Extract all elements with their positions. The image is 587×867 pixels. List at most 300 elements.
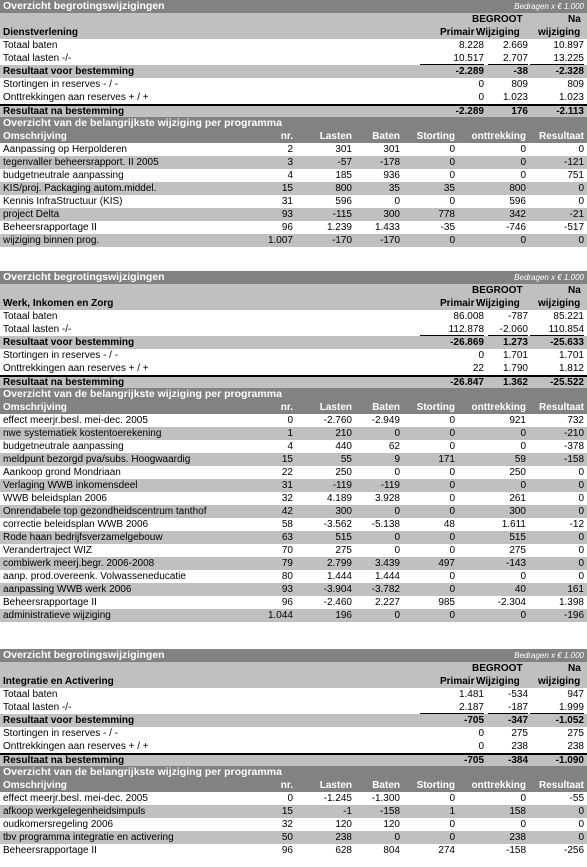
col-lasten: Lasten: [319, 780, 352, 791]
summary-row: [0, 104, 587, 117]
col-header-begroot: BEGROOT: [472, 14, 523, 25]
program-resultaat: 0: [578, 493, 584, 504]
program-lasten: 4.189: [326, 493, 352, 504]
summary-value-primair: 0: [478, 741, 484, 752]
summary-row-label: Totaal lasten -/-: [3, 53, 72, 64]
budget-section: [0, 649, 587, 857]
program-storting: 35: [443, 183, 455, 194]
summary-row: [0, 753, 587, 766]
program-resultaat: 0: [578, 545, 584, 556]
program-lasten: 275: [335, 545, 352, 556]
summary-value-wijziging: -384: [507, 755, 528, 766]
col-header-wijziging: Wijziging: [476, 27, 520, 38]
program-lasten: 515: [335, 532, 352, 543]
col-header-begroot: BEGROOT: [472, 285, 523, 296]
program-row: [0, 544, 587, 557]
col-onttrekking: onttrekking: [471, 402, 526, 413]
summary-row: [0, 701, 587, 714]
summary-row-label: Resultaat na bestemming: [3, 377, 125, 388]
program-storting: 0: [449, 467, 455, 478]
col-resultaat: Resultaat: [538, 780, 584, 791]
program-desc: aanpassing WWB werk 2006: [3, 584, 132, 595]
summary-row-label: Resultaat voor bestemming: [3, 337, 135, 348]
summary-value-wijziging: 1.790: [502, 363, 528, 374]
program-nr: 32: [281, 493, 293, 504]
program-lasten: 596: [335, 196, 352, 207]
summary-value-primair: 86.008: [453, 311, 484, 322]
amount-unit-note: Bedragen x € 1.000: [514, 651, 584, 660]
program-desc: budgetneutrale aanpassing: [3, 170, 124, 181]
program-resultaat: 0: [578, 806, 584, 817]
program-row: [0, 156, 587, 169]
program-nr: 96: [281, 597, 293, 608]
program-desc: wijziging binnen prog.: [3, 235, 100, 246]
summary-value-primair: -26.869: [450, 337, 484, 348]
program-desc: Aankoop grond Mondriaan: [3, 467, 121, 478]
summary-value-na-wijziging: 110.854: [530, 323, 584, 336]
program-row: [0, 466, 587, 479]
program-row: [0, 557, 587, 570]
program-resultaat: -517: [563, 222, 584, 233]
program-nr: 31: [281, 196, 293, 207]
program-nr: 1.044: [267, 610, 293, 621]
summary-value-na-wijziging: -1.052: [555, 715, 584, 726]
summary-row: [0, 336, 587, 349]
summary-value-na-wijziging: 1.023: [558, 92, 584, 103]
program-nr: 63: [281, 532, 293, 543]
col-lasten: Lasten: [319, 131, 352, 142]
program-onttrekking: 0: [520, 170, 526, 181]
summary-row: [0, 78, 587, 91]
program-storting: 0: [449, 235, 455, 246]
summary-value-primair: -26.847: [450, 377, 484, 388]
program-column-header: [0, 401, 587, 414]
program-storting: 274: [438, 845, 455, 856]
program-lasten: -1: [343, 806, 352, 817]
program-resultaat: -158: [563, 454, 584, 465]
summary-header: [0, 284, 587, 310]
program-onttrekking: 0: [520, 235, 526, 246]
summary-value-na-wijziging: 1.701: [558, 350, 584, 361]
program-lasten: 1.444: [326, 571, 352, 582]
program-row: [0, 453, 587, 466]
program-lasten: -3.904: [323, 584, 352, 595]
program-row: [0, 805, 587, 818]
program-desc: KIS/proj. Packaging autom.middel.: [3, 183, 157, 194]
program-desc: meldpunt bezorgd pva/subs. Hoogwaardig: [3, 454, 191, 465]
program-storting: 0: [449, 144, 455, 155]
program-nr: 31: [281, 480, 293, 491]
section-title-bar: [0, 649, 587, 662]
col-header-na-wijziging: wijziging: [538, 27, 581, 38]
program-desc: budgetneutrale aanpassing: [3, 441, 124, 452]
summary-row: [0, 714, 587, 727]
program-lasten: 238: [335, 832, 352, 843]
section-title: Overzicht begrotingswijzigingen: [3, 0, 165, 12]
program-resultaat: 0: [578, 467, 584, 478]
summary-value-wijziging: -187: [488, 701, 528, 714]
program-onttrekking: -158: [505, 845, 526, 856]
summary-row-label: Resultaat voor bestemming: [3, 715, 135, 726]
program-desc: correctie beleidsplan WWB 2006: [3, 519, 149, 530]
program-resultaat: 161: [567, 584, 584, 595]
summary-row: [0, 375, 587, 388]
program-baten: 62: [388, 441, 400, 452]
summary-value-primair: -2.289: [455, 66, 484, 77]
program-storting: 0: [449, 493, 455, 504]
program-nr: 79: [281, 558, 293, 569]
summary-value-na-wijziging: 13.225: [530, 52, 584, 65]
program-nr: 93: [281, 209, 293, 220]
program-resultaat: 0: [578, 144, 584, 155]
program-baten: 0: [394, 428, 400, 439]
program-desc: Verandertraject WIZ: [3, 545, 92, 556]
program-onttrekking: -746: [505, 222, 526, 233]
program-row: [0, 609, 587, 622]
summary-value-wijziging: 1.273: [502, 337, 528, 348]
program-row: [0, 414, 587, 427]
program-storting: 1: [449, 806, 455, 817]
summary-value-na-wijziging: 947: [567, 689, 584, 700]
program-storting: 0: [449, 832, 455, 843]
program-resultaat: -210: [563, 428, 584, 439]
summary-row: [0, 362, 587, 375]
program-onttrekking: 0: [520, 480, 526, 491]
summary-value-na-wijziging: 1.999: [530, 701, 584, 714]
program-row: [0, 583, 587, 596]
program-row: [0, 818, 587, 831]
summary-value-primair: 0: [478, 728, 484, 739]
col-nr: nr.: [280, 780, 293, 791]
program-nr: 0: [287, 793, 293, 804]
department-name: Werk, Inkomen en Zorg: [3, 298, 114, 309]
program-overview-title: Overzicht van de belangrijkste wijziging per programma: [0, 766, 587, 779]
col-storting: Storting: [416, 780, 455, 791]
program-onttrekking: 800: [509, 183, 526, 194]
department-name: Integratie en Activering: [3, 676, 114, 687]
program-nr: 3: [287, 157, 293, 168]
col-baten: Baten: [372, 402, 400, 413]
program-nr: 4: [287, 170, 293, 181]
col-omschrijving: Omschrijving: [3, 131, 67, 142]
program-row: [0, 570, 587, 583]
summary-value-na-wijziging: 1.812: [558, 363, 584, 374]
program-baten: -5.138: [371, 519, 400, 530]
program-row: [0, 518, 587, 531]
program-baten: 1.444: [374, 571, 400, 582]
summary-row: [0, 91, 587, 104]
program-storting: 0: [449, 506, 455, 517]
summary-row: [0, 39, 587, 52]
program-baten: -119: [380, 480, 400, 491]
summary-header: [0, 13, 587, 39]
program-baten: 3.928: [374, 493, 400, 504]
program-desc: administratieve wijziging: [3, 610, 111, 621]
program-desc: tegenvaller beheersrapport. II 2005: [3, 157, 159, 168]
summary-value-wijziging: 2.707: [488, 52, 528, 65]
program-onttrekking: 59: [514, 454, 526, 465]
program-desc: combiwerk meerj.begr. 2006-2008: [3, 558, 155, 569]
program-resultaat: 0: [578, 558, 584, 569]
summary-value-primair: 0: [478, 79, 484, 90]
program-row: [0, 440, 587, 453]
program-baten: 804: [383, 845, 400, 856]
program-baten: 2.227: [374, 597, 400, 608]
summary-row: [0, 349, 587, 362]
program-resultaat: 732: [567, 415, 584, 426]
program-baten: 9: [394, 454, 400, 465]
summary-row: [0, 727, 587, 740]
program-row: [0, 427, 587, 440]
section-title: Overzicht begrotingswijzigingen: [3, 271, 165, 283]
summary-row-label: Onttrekkingen aan reserves + / +: [3, 92, 149, 103]
program-onttrekking: 0: [520, 428, 526, 439]
col-onttrekking: onttrekking: [471, 131, 526, 142]
program-storting: 0: [449, 170, 455, 181]
program-nr: 32: [281, 819, 293, 830]
summary-row-label: Stortingen in reserves - / -: [3, 350, 119, 361]
col-header-na-wijziging: wijziging: [538, 298, 581, 309]
program-storting: 985: [438, 597, 455, 608]
summary-row-label: Resultaat voor bestemming: [3, 66, 135, 77]
program-lasten: 250: [335, 467, 352, 478]
program-baten: 120: [383, 819, 400, 830]
program-baten: 300: [383, 209, 400, 220]
program-onttrekking: -2.304: [497, 597, 526, 608]
program-row: [0, 208, 587, 221]
program-storting: 778: [438, 209, 455, 220]
program-onttrekking: 0: [520, 144, 526, 155]
summary-row: [0, 310, 587, 323]
program-desc: effect meerjr.besl. mei-dec. 2005: [3, 415, 148, 426]
program-lasten: 196: [335, 610, 352, 621]
program-desc: tbv programma integratie en activering: [3, 832, 174, 843]
budget-section: [0, 0, 587, 247]
program-lasten: 1.239: [326, 222, 352, 233]
program-desc: aanp. prod.overeenk. Volwasseneducatie: [3, 571, 186, 582]
program-desc: Beheersrapportage II: [3, 222, 97, 233]
program-onttrekking: 300: [509, 506, 526, 517]
program-desc: Rode haan bedrijfsverzamelgebouw: [3, 532, 163, 543]
summary-value-wijziging: 1.023: [502, 92, 528, 103]
program-resultaat: -196: [563, 610, 584, 621]
program-onttrekking: 0: [520, 571, 526, 582]
summary-row-label: Totaal lasten -/-: [3, 324, 72, 335]
summary-value-wijziging: -534: [507, 689, 528, 700]
program-lasten: 185: [335, 170, 352, 181]
summary-value-wijziging: -787: [507, 311, 528, 322]
summary-row-label: Onttrekkingen aan reserves + / +: [3, 741, 149, 752]
program-resultaat: 0: [578, 480, 584, 491]
program-resultaat: 0: [578, 506, 584, 517]
summary-value-na-wijziging: 85.221: [553, 311, 584, 322]
program-resultaat: -21: [569, 209, 584, 220]
program-resultaat: 0: [578, 235, 584, 246]
col-storting: Storting: [416, 131, 455, 142]
program-onttrekking: -143: [505, 558, 526, 569]
col-resultaat: Resultaat: [538, 131, 584, 142]
program-onttrekking: 158: [509, 806, 526, 817]
program-onttrekking: 515: [509, 532, 526, 543]
program-onttrekking: 0: [520, 441, 526, 452]
program-nr: 50: [281, 832, 293, 843]
col-header-primair: Primair: [440, 27, 475, 38]
summary-value-primair: 8.228: [458, 40, 484, 51]
program-onttrekking: 238: [509, 832, 526, 843]
col-lasten: Lasten: [319, 402, 352, 413]
program-onttrekking: 0: [520, 610, 526, 621]
program-storting: 497: [438, 558, 455, 569]
section-title-bar: [0, 0, 587, 13]
program-row: [0, 844, 587, 857]
program-storting: 0: [449, 584, 455, 595]
section-title-bar: [0, 271, 587, 284]
summary-value-na-wijziging: 238: [567, 741, 584, 752]
program-row: [0, 479, 587, 492]
summary-value-primair: 0: [478, 350, 484, 361]
program-lasten: -1.245: [323, 793, 352, 804]
summary-row-label: Totaal baten: [3, 40, 58, 51]
program-baten: 0: [394, 532, 400, 543]
program-baten: -1.300: [371, 793, 400, 804]
program-baten: 0: [394, 196, 400, 207]
summary-value-wijziging: -2.060: [488, 323, 528, 336]
program-storting: 0: [449, 610, 455, 621]
summary-value-na-wijziging: -25.633: [550, 337, 584, 348]
program-desc: Verlaging WWB inkomensdeel: [3, 480, 138, 491]
program-nr: 42: [281, 506, 293, 517]
summary-row: [0, 323, 587, 336]
program-desc: nwe systematiek kostentoerekening: [3, 428, 162, 439]
program-lasten: -170: [331, 235, 352, 246]
program-lasten: 628: [335, 845, 352, 856]
program-baten: 936: [383, 170, 400, 181]
program-resultaat: -378: [563, 441, 584, 452]
program-onttrekking: 0: [520, 819, 526, 830]
program-storting: 171: [438, 454, 455, 465]
summary-value-primair: -2.289: [455, 106, 484, 117]
col-header-na: Na: [568, 14, 581, 25]
summary-value-primair: 112.878: [420, 323, 484, 336]
summary-row-label: Resultaat na bestemming: [3, 106, 125, 117]
program-onttrekking: 1.611: [501, 519, 526, 530]
program-baten: -178: [379, 157, 400, 168]
summary-value-na-wijziging: 275: [567, 728, 584, 739]
summary-value-na-wijziging: 809: [567, 79, 584, 90]
program-storting: 0: [449, 157, 455, 168]
program-desc: effect meerjr.besl. mei-dec. 2005: [3, 793, 148, 804]
summary-value-na-wijziging: -2.113: [556, 106, 584, 117]
program-resultaat: 0: [578, 819, 584, 830]
summary-row-label: Resultaat na bestemming: [3, 755, 125, 766]
summary-value-primair: 22: [472, 363, 484, 374]
program-desc: afkoop werkgelegenheidsimpuls: [3, 806, 146, 817]
program-lasten: -3.562: [323, 519, 352, 530]
program-lasten: -115: [332, 209, 352, 220]
summary-value-wijziging: 1.362: [502, 377, 528, 388]
program-lasten: 55: [340, 454, 352, 465]
col-nr: nr.: [280, 131, 293, 142]
col-baten: Baten: [372, 780, 400, 791]
program-desc: Beheersrapportage II: [3, 845, 97, 856]
program-desc: Kennis InfraStructuur (KIS): [3, 196, 123, 207]
program-baten: 0: [394, 610, 400, 621]
program-onttrekking: 0: [520, 793, 526, 804]
program-nr: 22: [281, 467, 293, 478]
program-lasten: -119: [332, 480, 352, 491]
program-storting: 0: [449, 532, 455, 543]
program-nr: 1: [287, 428, 293, 439]
col-header-na-wijziging: wijziging: [538, 676, 581, 687]
program-onttrekking: 250: [509, 467, 526, 478]
program-storting: 0: [449, 819, 455, 830]
program-overview-title: Overzicht van de belangrijkste wijziging per programma: [0, 117, 587, 130]
program-row: [0, 221, 587, 234]
col-storting: Storting: [416, 402, 455, 413]
program-row: [0, 505, 587, 518]
program-lasten: -57: [337, 157, 352, 168]
program-baten: 301: [383, 144, 400, 155]
program-desc: Aanpassing op Herpolderen: [3, 144, 127, 155]
summary-row-label: Totaal baten: [3, 311, 58, 322]
col-onttrekking: onttrekking: [471, 780, 526, 791]
program-baten: 0: [394, 467, 400, 478]
program-onttrekking: 40: [514, 584, 526, 595]
program-row: [0, 531, 587, 544]
col-header-primair: Primair: [440, 298, 475, 309]
department-name: Dienstverlening: [3, 27, 79, 38]
program-column-header: [0, 130, 587, 143]
program-row: [0, 234, 587, 247]
summary-value-primair: 10.517: [420, 52, 484, 65]
program-baten: 0: [394, 545, 400, 556]
program-overview-title: Overzicht van de belangrijkste wijziging per programma: [0, 388, 587, 401]
program-storting: 0: [449, 428, 455, 439]
program-column-header: [0, 779, 587, 792]
program-nr: 1.007: [267, 235, 293, 246]
program-resultaat: 0: [578, 832, 584, 843]
program-resultaat: -55: [569, 793, 584, 804]
program-nr: 58: [281, 519, 293, 530]
program-lasten: 440: [335, 441, 352, 452]
col-header-na: Na: [568, 663, 581, 674]
summary-value-wijziging: 2.669: [502, 40, 528, 51]
program-resultaat: 0: [578, 532, 584, 543]
program-resultaat: -12: [569, 519, 584, 530]
program-storting: 0: [449, 545, 455, 556]
budget-section: [0, 271, 587, 622]
col-header-wijziging: Wijziging: [476, 298, 520, 309]
program-desc: Beheersrapportage II: [3, 597, 97, 608]
program-resultaat: -256: [563, 845, 584, 856]
summary-value-primair: -705: [463, 715, 484, 726]
summary-value-na-wijziging: 10.897: [553, 40, 584, 51]
program-resultaat: 1.398: [558, 597, 584, 608]
summary-row: [0, 740, 587, 753]
program-storting: 0: [449, 196, 455, 207]
program-lasten: -2.460: [323, 597, 352, 608]
program-storting: 0: [449, 441, 455, 452]
summary-row-label: Onttrekkingen aan reserves + / +: [3, 363, 149, 374]
program-lasten: 800: [335, 183, 352, 194]
summary-value-wijziging: 1.701: [502, 350, 528, 361]
summary-value-primair: 2.187: [420, 701, 484, 714]
summary-value-wijziging: -38: [513, 66, 528, 77]
col-nr: nr.: [280, 402, 293, 413]
program-nr: 96: [281, 222, 293, 233]
summary-row: [0, 688, 587, 701]
program-desc: oudkomersregeling 2006: [3, 819, 114, 830]
